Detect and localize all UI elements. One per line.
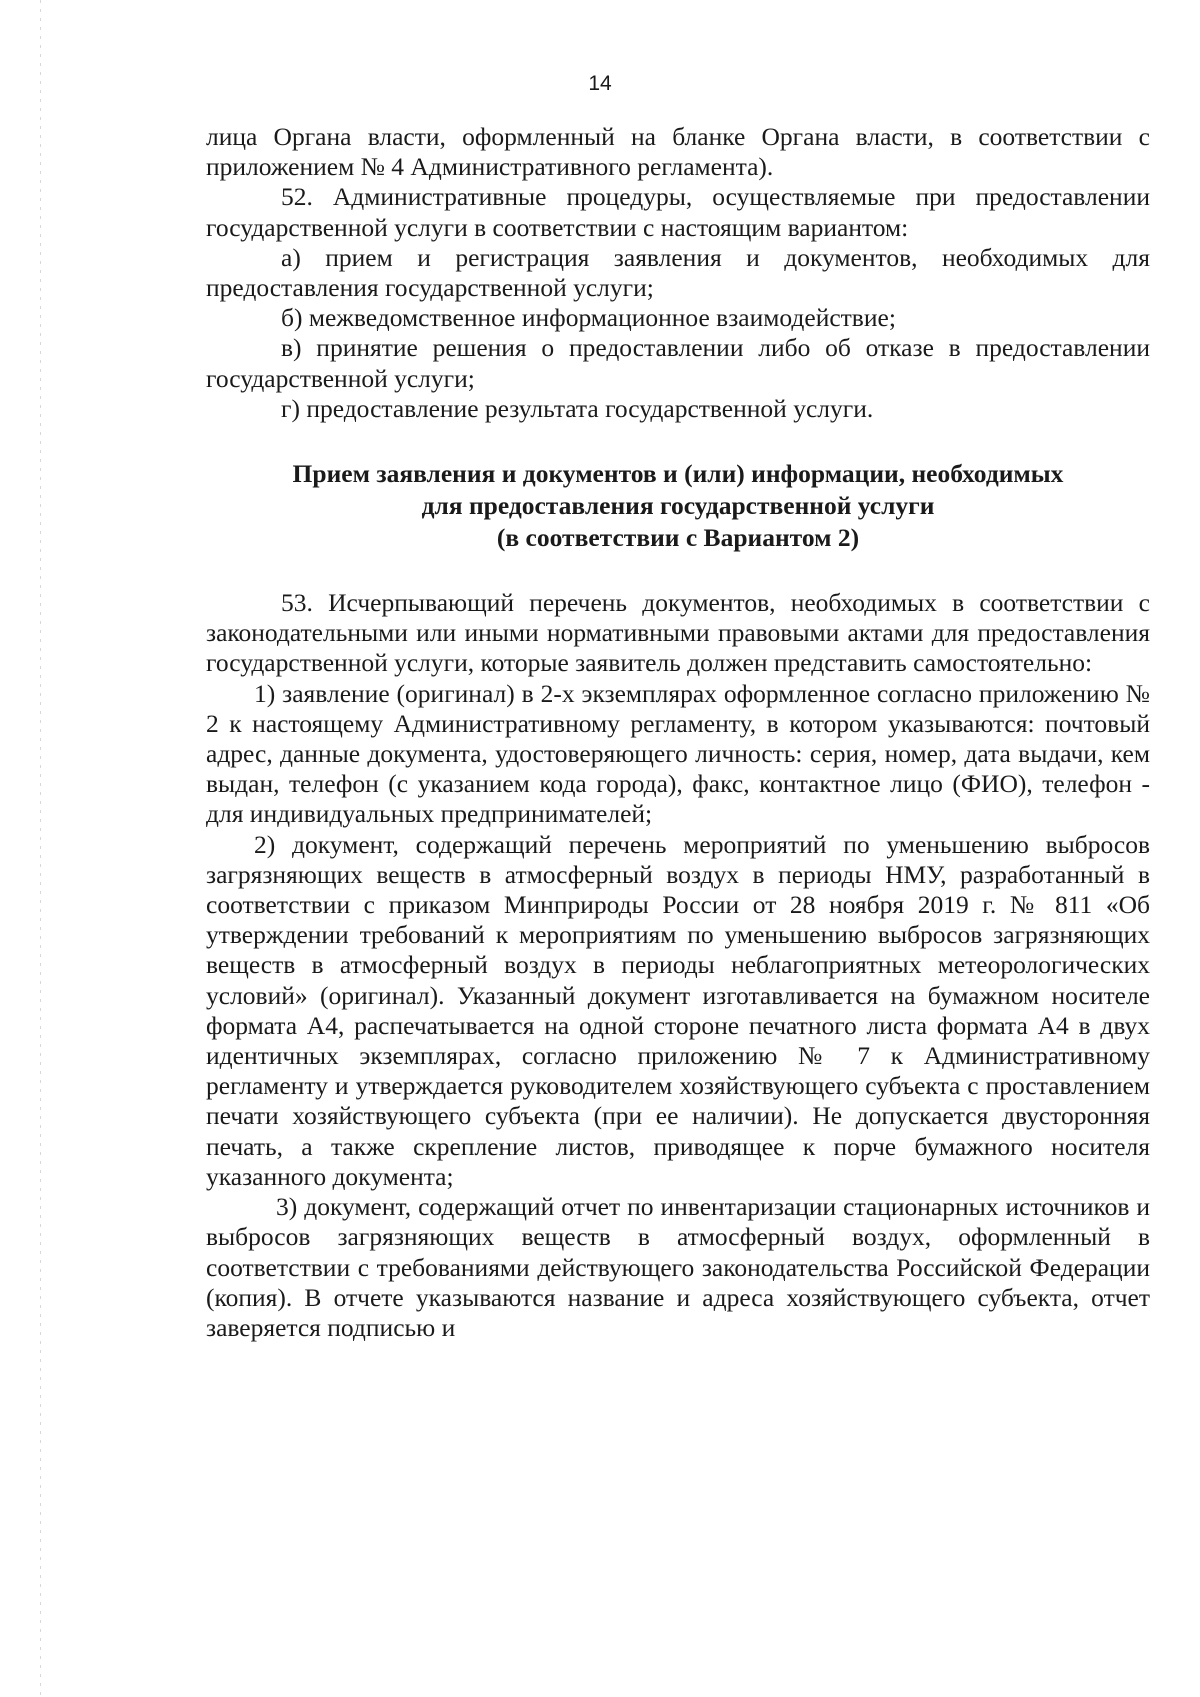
paragraph-item-52: 52. Административные процедуры, осуществляемые при предоставлении государственной услуги в соответствии с настоящим вариантом: (206, 182, 1150, 242)
paragraph-subitem-3: 3) документ, содержащий отчет по инвентаризации стационарных источников и выбросов загрязняющих веществ в атмосферный воздух, оформленный в соответствии с требованиями действующего законодательства Российской Федерации (копия). В отчете указываются название и адреса хозяйствующего субъекта, отчет заверяется подписью и (206, 1192, 1150, 1342)
section-heading-line-1: Прием заявления и документов и (или) информации, необходимых (292, 459, 1064, 489)
paragraph-subitem-1: 1) заявление (оригинал) в 2-х экземплярах оформленное согласно приложению № 2 к настоящему Административному регламенту, в котором указываются: почтовый адрес, данные документа, удостоверяющего личность: серия, номер, дата выдачи, кем выдан, телефон (с указанием кода города), факс, контактное лицо (ФИО), телефон - для индивидуальных предпринимателей; (206, 678, 1150, 829)
section-heading-line-2: для предоставления государственной услуги (421, 491, 935, 521)
paragraph-subitem-v: в) принятие решения о предоставлении либо об отказе в предоставлении государственной услуги; (206, 333, 1150, 393)
paragraph-item-53: 53. Исчерпывающий перечень документов, необходимых в соответствии с законодательными или иными нормативными правовыми актами для предоставления государственной услуги, которые заявитель должен представить самостоятельно: (206, 588, 1150, 678)
page-number: 14 (588, 72, 612, 95)
paragraph-subitem-b: б) межведомственное информационное взаимодействие; (281, 303, 896, 333)
paragraph-subitem-g: г) предоставление результата государственной услуги. (281, 393, 874, 423)
document-body (206, 122, 1150, 1343)
section-heading-line-3: (в соответствии с Вариантом 2) (496, 523, 860, 553)
paragraph-continuation: лица Органа власти, оформленный на бланке Органа власти, в соответствии с приложением № 4 Административного регламента). (206, 122, 1150, 182)
scan-edge-line (40, 0, 41, 1697)
paragraph-subitem-2: 2) документ, содержащий перечень мероприятий по уменьшению выбросов загрязняющих веществ в атмосферный воздух в периоды НМУ, разработанный в соответствии с приказом Минприроды России от 28 ноября 2019 г. № 811 «Об утверждении требований к мероприятиям по уменьшению выбросов загрязняющих веществ в атмосферный воздух в периоды неблагоприятных метеорологических условий» (оригинал). Указанный документ изготавливается на бумажном носителе формата А4, распечатывается на одной стороне печатного листа формата А4 в двух идентичных экземплярах, согласно приложению № 7 к Административному регламенту и утверждается руководителем хозяйствующего субъекта с проставлением печати хозяйствующего субъекта (при ее наличии). Не допускается двусторонняя печать, а также скрепление листов, приводящее к порче бумажного носителя указанного документа; (206, 829, 1150, 1191)
paragraph-subitem-a: а) прием и регистрация заявления и документов, необходимых для предоставления государственной услуги; (206, 242, 1150, 303)
section-heading (206, 458, 1150, 554)
